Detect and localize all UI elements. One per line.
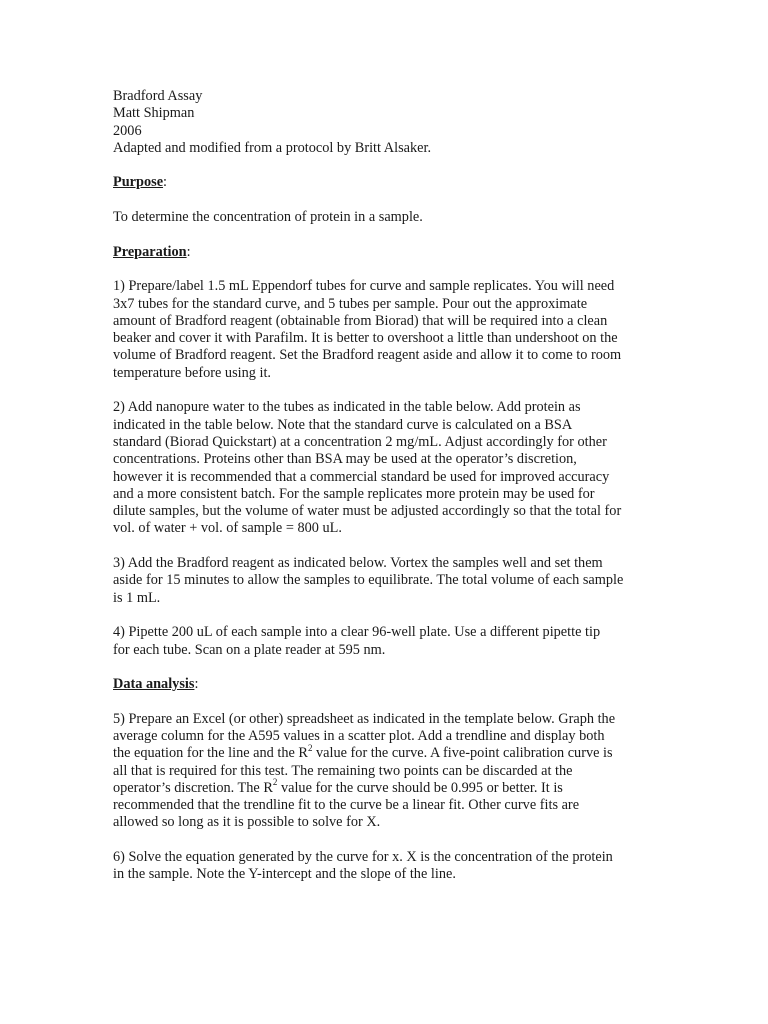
step-5-line: allowed so long as it is possible to solve for X. [113, 814, 381, 831]
preparation-heading-colon: : [186, 243, 191, 260]
step-4-line: for each tube. Scan on a plate reader at 595 nm. [113, 641, 386, 658]
step-1-line: amount of Bradford reagent (obtainable from Biorad) that will be required into a clean [113, 312, 608, 329]
analysis-step-6 [113, 849, 658, 884]
preparation-step-4 [113, 624, 658, 659]
document-year: 2006 [113, 122, 142, 139]
superscript-two: 2 [307, 742, 313, 753]
data-analysis-section [113, 676, 658, 884]
step-5-line: recommended that the trendline fit to the curve be a linear fit. Other curve fits are [113, 797, 580, 814]
step-6-line: 6) Solve the equation generated by the curve for x. X is the concentration of the protein [113, 849, 613, 866]
step-1-line: beaker and cover it with Parafilm. It is better to overshoot a little than undershoot on the [113, 330, 618, 347]
preparation-heading-row [113, 244, 658, 261]
step-2-line: however it is recommended that a commercial standard be used for improved accuracy [113, 468, 610, 485]
step-2-line: vol. of water + vol. of sample = 800 uL. [113, 520, 342, 537]
step-5-line: 5) Prepare an Excel (or other) spreadsheet as indicated in the template below. Graph the [113, 710, 616, 727]
data-analysis-heading-colon: : [194, 676, 199, 693]
step-5-line-r-squared [113, 742, 658, 762]
step-2-line: standard (Biorad Quickstart) at a concentration 2 mg/mL. Adjust accordingly for other [113, 433, 607, 450]
step-2-line: dilute samples, but the volume of water must be adjusted accordingly so that the total for [113, 503, 622, 520]
step-2-line: and a more consistent batch. For the sample replicates more protein may be used for [113, 485, 595, 502]
step-5-line: all that is required for this test. The remaining two points can be discarded at the [113, 762, 573, 779]
step-2-line: indicated in the table below. Note that the standard curve is calculated on a BSA [113, 416, 573, 433]
step-3-line: aside for 15 minutes to allow the samples to equilibrate. The total volume of each sample [113, 572, 624, 589]
purpose-heading-colon: : [163, 174, 168, 191]
data-analysis-heading-row [113, 676, 658, 693]
purpose-heading: Purpose [113, 174, 164, 191]
preparation-step-2 [113, 399, 658, 537]
step-5-text: value for the curve. A five-point calibration curve is [312, 745, 613, 762]
step-5-text: operator’s discretion. The R [113, 779, 273, 796]
step-4-line: 4) Pipette 200 uL of each sample into a clear 96-well plate. Use a different pipette tip [113, 624, 601, 641]
purpose-text: To determine the concentration of protein in a sample. [113, 209, 423, 226]
document-title: Bradford Assay [113, 88, 203, 104]
data-analysis-heading: Data analysis [113, 676, 195, 693]
attribution-line: Adapted and modified from a protocol by Britt Alsaker. [113, 139, 432, 156]
author-name: Matt Shipman [113, 105, 195, 122]
preparation-step-3 [113, 555, 658, 607]
preparation-section [113, 244, 658, 659]
purpose-section [113, 174, 658, 226]
document-header [113, 88, 658, 157]
step-1-line: temperature before using it. [113, 364, 271, 381]
document-page [113, 88, 658, 884]
step-1-line: 1) Prepare/label 1.5 mL Eppendorf tubes for curve and sample replicates. You will need [113, 278, 615, 295]
step-5-text: the equation for the line and the R [113, 745, 308, 762]
step-6-line: in the sample. Note the Y-intercept and the slope of the line. [113, 866, 456, 883]
step-5-line: average column for the A595 values in a scatter plot. Add a trendline and display both [113, 727, 605, 744]
step-5-line-r-squared [113, 777, 658, 797]
step-1-line: volume of Bradford reagent. Set the Bradford reagent aside and allow it to come to room [113, 347, 622, 364]
superscript-two: 2 [272, 777, 278, 788]
analysis-step-5 [113, 711, 658, 832]
preparation-heading: Preparation [113, 243, 187, 260]
purpose-heading-row [113, 174, 658, 191]
step-3-line: is 1 mL. [113, 589, 161, 606]
step-2-line: 2) Add nanopure water to the tubes as indicated in the table below. Add protein as [113, 399, 581, 416]
step-3-line: 3) Add the Bradford reagent as indicated below. Vortex the samples well and set them [113, 555, 603, 572]
preparation-step-1 [113, 278, 658, 382]
step-1-line: 3x7 tubes for the standard curve, and 5 tubes per sample. Pour out the approximate [113, 295, 588, 312]
step-2-line: concentrations. Proteins other than BSA may be used at the operator’s discretion, [113, 451, 577, 468]
step-5-text: value for the curve should be 0.995 or better. It is [277, 779, 563, 796]
